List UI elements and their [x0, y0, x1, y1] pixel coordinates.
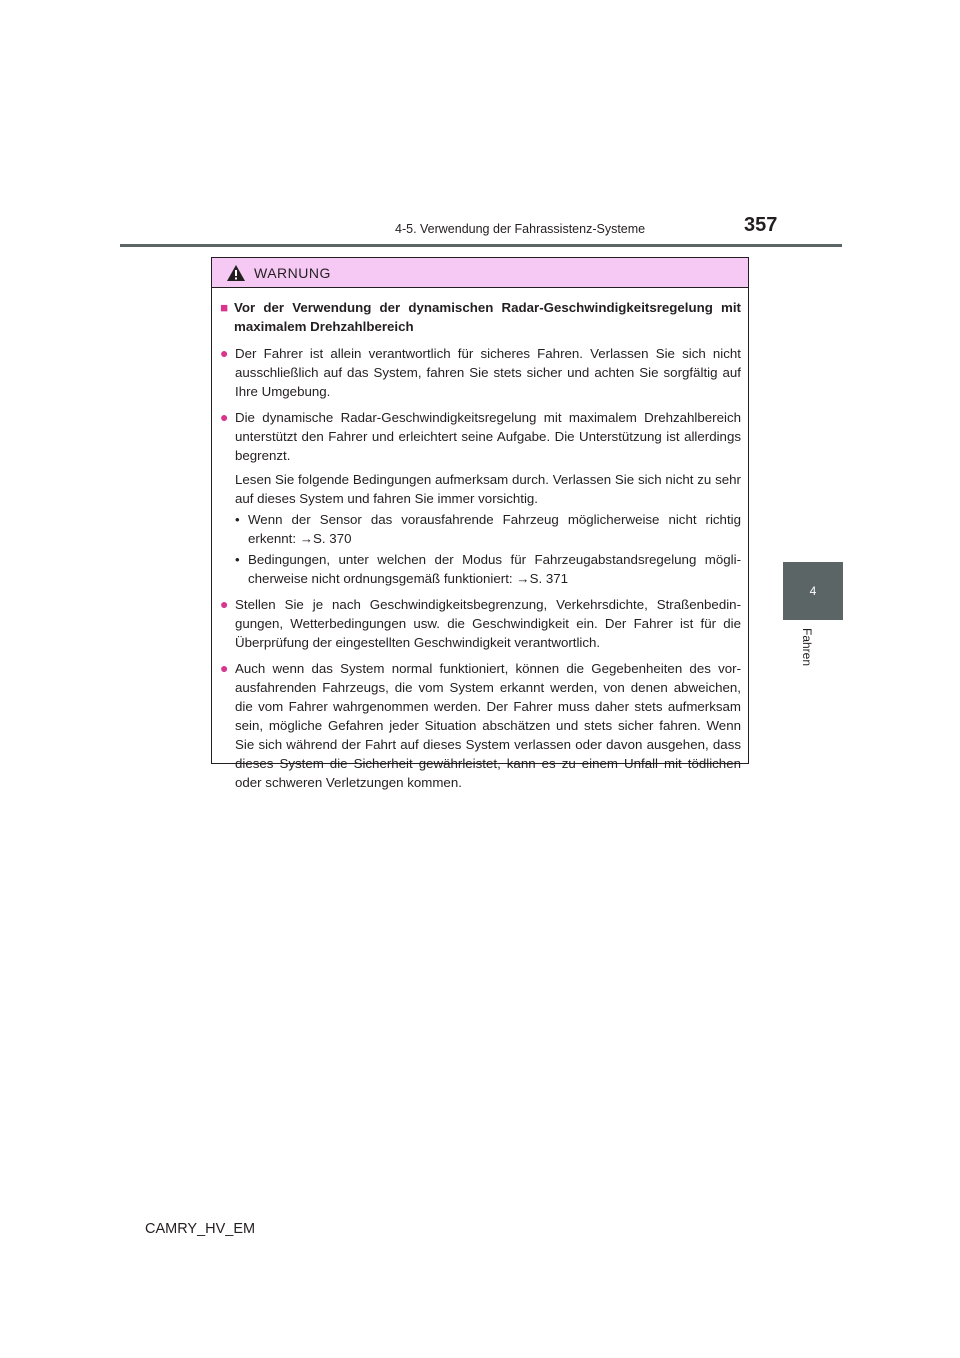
- chapter-number: 4: [809, 584, 817, 598]
- circle-bullet-icon: ●: [220, 345, 229, 361]
- sub-bullet: •: [235, 552, 240, 567]
- warning-title: WARNUNG: [254, 264, 331, 281]
- circle-bullet-icon: ●: [220, 660, 229, 676]
- list-item: [220, 659, 741, 792]
- list-item: [220, 595, 741, 652]
- model-code: CAMRY_HV_EM: [145, 1221, 256, 1237]
- warning-header: [212, 258, 748, 288]
- chapter-label: Fahren: [800, 627, 814, 667]
- circle-bullet-icon: ●: [220, 596, 229, 612]
- circle-bullet-icon: ●: [220, 409, 229, 425]
- sub-item: [235, 510, 741, 548]
- list-item-text: Auch wenn das System normal funktioniert, können die Gegebenheiten des vorausfahrenden Fahrzeugs, die vom System erkannt werden, von denen abweichen, die vom Fahrer wahrgenommen werden. Der Fahrer muss daher stets aufmerksam sein, mögliche Gefahren jeder Situation abschätzen und stets sicher fahren. Wenn Sie sich während der Fahrt auf dieses System verlassen oder davon ausgehen, dass dieses System die Sicherheit gewährleistet, kann es zu einem Unfall mit tödlichen oder schweren Verletzungen kommen.: [235, 661, 741, 790]
- warning-triangle-icon: [226, 264, 246, 282]
- list-item-paragraph: Lesen Sie folgende Bedingungen aufmerksam durch. Verlassen Sie sich nicht zu sehr auf dieses System und fahren Sie immer vorsichtig.: [235, 472, 741, 506]
- page-number: 357: [744, 214, 778, 236]
- list-item-text: Der Fahrer ist allein verantwortlich für sicheres Fahren. Verlassen Sie sich nicht ausschließlich auf das System, fahren Sie stets sicher und achten Sie sorgfältig auf Ihre Umgebung.: [235, 346, 741, 399]
- sub-item-text: Bedingungen, unter welchen der Modus für Fahrzeugabstandsregelung möglicherweise nicht ordnungsgemäß funktioniert: →S. 371: [248, 552, 741, 586]
- header-section-title: 4-5. Verwendung der Fahrassistenz-Systeme: [395, 222, 646, 236]
- warning-body: [212, 288, 748, 792]
- warning-section-title: Vor der Verwendung der dynamischen Radar-Geschwindigkeitsregelung mit maximalem Drehzahlbereich: [234, 300, 741, 334]
- square-bullet-icon: ■: [220, 300, 229, 315]
- sub-item-text: Wenn der Sensor das vorausfahrende Fahrzeug möglicherweise nicht richtig erkennt: →S. 370: [248, 512, 741, 546]
- sub-bullet: •: [235, 512, 240, 527]
- list-item-text: Stellen Sie je nach Geschwindigkeitsbegrenzung, Verkehrsdichte, Straßenbedingungen, Wetterbedingungen usw. die Geschwindigkeit ein. Der Fahrer ist für die Überprüfung der eingestellten Geschwindigkeit verantwortlich.: [235, 597, 741, 650]
- sub-item: [235, 550, 741, 588]
- chapter-tab[interactable]: [783, 562, 843, 620]
- warning-box: [211, 257, 749, 790]
- warning-section-heading: [220, 298, 741, 336]
- list-item: [220, 408, 741, 588]
- list-item: [220, 344, 741, 401]
- header-divider: [120, 244, 842, 247]
- list-item-text: Die dynamische Radar-Geschwindigkeitsregelung mit maximalem Drehzahlbereich unterstützt den Fahrer und erleichtert seine Aufgabe. Die Unterstützung ist allerdings begrenzt.: [235, 410, 741, 463]
